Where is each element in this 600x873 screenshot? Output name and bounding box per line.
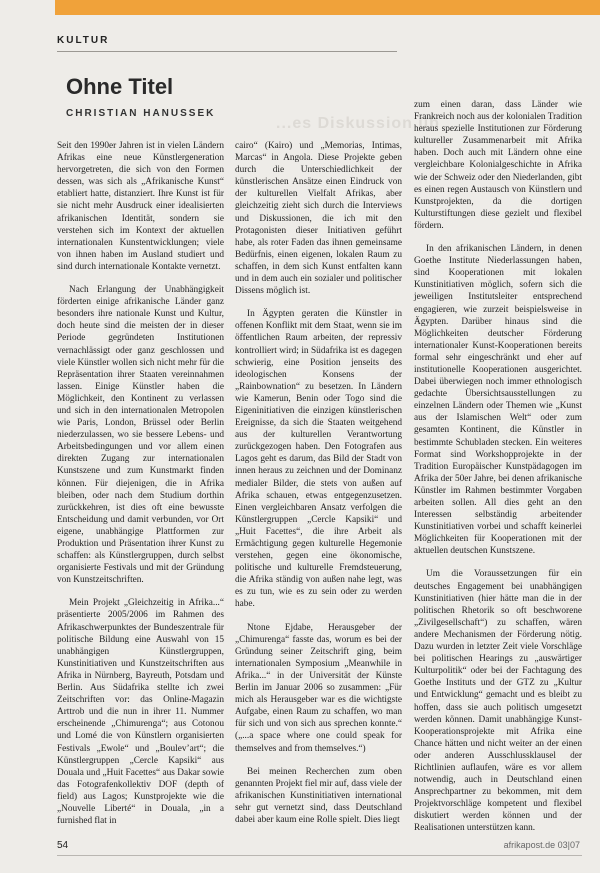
page-number: 54: [57, 840, 69, 851]
background-watermark: ...es Diskussion üb: [276, 115, 440, 132]
top-color-bar: [55, 0, 600, 15]
paragraph: Nach Erlangung der Unabhängigkeit förderten einige afrikanische Länder ganz besonders ihre nationale Kunst und Kultur, doch heute sind die meisten der in dieser Periode gegründeten Institutionen vernachlässigt oder ganz geschlossen und viele Künstler wollen sich nicht mehr für die Repräsentation ihrer Staaten vereinnahmen lassen. Einige Künstler haben die Möglichkeit, den Kontinent zu verlassen und sich in den internationalen Metropolen wie Paris, London, Brüssel oder Berlin niederzulassen, wo sie bessere Lebens- und Arbeitsbedingungen und vor allem einen direkten Zugang zur internationalen Kunstszene und zum Kunstmarkt finden können. Für diejenigen, die in Afrika bleiben, oder nach dem Studium dorthin zurückkehren, ist dies oft eine bewusste Entscheidung und damit verbunden, vor Ort eigene, unabhängige Plattformen zur Produktion und Präsentation ihrer Kunst zu schaffen: als Künstlergruppen, durch selbst organisierte Festivals und mit der Gründung von Kunstzeitschriften.: [57, 285, 224, 586]
paragraph: Bei meinen Recherchen zum oben genannten Projekt fiel mir auf, dass viele der afrikanischen Kunstinitiativen international sehr gut vernetzt sind, dass Deutschland dabei aber kaum eine Rolle spielt. Dies liegt: [235, 766, 402, 825]
section-label: KULTUR: [57, 35, 110, 46]
text-column-1: [57, 140, 224, 838]
text-column-3: [414, 99, 582, 846]
paragraph: zum einen daran, dass Länder wie Frankreich noch aus der kolonialen Tradition heraus spezielle Institutionen zur Förderung kultureller Zusammenarbeit mit Afrika haben. Doch auch mit Ländern ohne eine vergleichbare Kolonialgeschichte in Afrika wie der Schweiz oder den Niederlanden, gibt es einen regen Austausch von Künstlern und Kunstprojekten, da die dortigen Kulturstiftungen diese gezielt und flexibel fördern.: [414, 100, 582, 231]
footer-imprint: afrikapost.de 03|07: [503, 840, 580, 850]
paragraph: Um die Voraussetzungen für ein deutsches Engagement bei unabhängigen Kunstinitiativen (hier hätte man die in der politischen Rhetorik so oft beschworene „Zivilgesellschaft“) zu schaffen, wären andere Mechanismen der Förderung nötig. Dazu wurden in letzter Zeit viele Vorschläge bei politischen Hearings zu „auswärtiger Kulturpolitik“ oder bei der Fachtagung des Goethe Instituts und der GTZ zu „Kultur und Entwicklung“ gemacht und es bleibt zu hoffen, dass sie auch politisch umgesetzt werden können. Damit unabhängige Kunst-Kooperationsprojekte mit Afrika eine Chance hätten und nicht weiter an der einen oder anderen Ausschlussklausel der Richtlinien auflaufen, wäre es vor allem notwendig, auch in Deutschland einen Ansprechpartner zu bekommen, mit dem Projektvorschläge kompetent und flexibel diskutiert werden können und der Realisationen unterstützen kann.: [414, 569, 582, 834]
paragraph: Mein Projekt „Gleichzeitig in Afrika...“ präsentierte 2005/2006 im Rahmen des Afrikaschwerpunktes der Bundeszentrale für politische Bildung eine Auswahl von 15 unabhängigen Künstlergruppen, Kunstinitiativen und Kunstzeitschriften aus Afrika in Nürnberg, Bayreuth, Potsdam und Berlin. Aus Südafrika stellte ich zwei Zeitschriften vor: das Online-Magazin Arttrob und die nun in ihrer 11. Nummer erscheinende „Chimurenga“; aus Cotonou und Lomé die von Künstlern organisierten Festivals „Ewole“ und „Boulev’art“; die Künstlergruppen „Cercle Kapsiki“ aus Douala und „Huit Facettes“ aus Dakar sowie das Fotografenkollektiv DOF (depth of field) aus Lagos; Kunstprojekte wie die „Nouvelle Liberté“ in Douala, „in a furnished flat in: [57, 598, 224, 827]
text-column-2: [235, 140, 402, 837]
paragraph: In den afrikanischen Ländern, in denen Goethe Institute Niederlassungen haben, sind Kooperationen mit lokalen Kunstinitiativen möglich, sofern sich die jeweiligen Institutsleiter entsprechend engagieren, wie zurzeit beispielsweise in Ägypten. Darüber hinaus sind die Möglichkeiten deutscher Förderung internationaler Kunst-Kooperationen bereits formal sehr eingeschränkt und eher auf institutionelle Kooperationen ausgerichtet. Dabei überwiegen noch immer ethnologisch gedachte Übersichtsausstellungen zu einzelnen Ländern oder Themen wie „Kunst aus der Islamischen Welt“ oder zum gesamten Kontinent, die Künstler in bestimmte Schubladen stecken. Ein weiteres Format sind Workshopprojekte in der Tradition Europäischer Kunstpädagogen im Afrika der 50er Jahre, bei denen afrikanische Künstler im Rahmen bestimmter Vorgaben arbeiten sollen. All dies geht an den Interessen selbständig arbeitender Kunstinitiativen vorbei und schafft keinerlei Möglichkeiten für Kooperationen mit der aktuellen deutschen Kunstszene.: [414, 244, 582, 557]
paragraph: In Ägypten geraten die Künstler in offenen Konflikt mit dem Staat, wenn sie im öffentlichen Raum arbeiten, der repressiv kontrolliert wird; in Südafrika ist es dagegen schwierig, eine Position jenseits des ideologischen Konsens der „Rainbownation“ zu besetzen. In Ländern wie Kamerun, Benin oder Togo sind die Eigeninitiativen die einzigen künstlerischen Ereignisse, da sich die Staaten weitgehend aus der kulturellen Verantwortung zurückgezogen haben. Den Fotografen aus Lagos geht es darum, das Bild der Stadt von innen heraus zu zeichnen und der Dominanz medialer Bilder, die stets von außen auf Afrika schauen, etwas entgegenzusetzen. Einen vergleichbaren Ansatz verfolgen die Künstlergruppen „Cercle Kapsiki“ und „Huit Facettes“, die ihre Arbeit als Ermächtigung gegen kulturelle Hegemonie verstehen, gegen eine ökonomische, politische und kulturelle Fremdsteuerung, die Afrika ständig von außen nahe legt, was es zu tun, wie es zu sein oder zu werden habe.: [235, 309, 402, 610]
section-divider: [57, 51, 397, 52]
paragraph: cairo“ (Kairo) und „Memorias, Intimas, Marcas“ in Angola. Diese Projekte geben durch die Unterschiedlichkeit der künstlerischen Ansätze einen Eindruck von der kulturellen Vielfalt Afrikas, aber gleichzeitig zieht sich durch die Interviews und Diskussionen, die ich mit den Protagonisten dieser Initiativen geführt habe, als roter Faden das ihnen gemeinsame Bedürfnis, einen eigenen, lokalen Raum zu schaffen, in dem sich Kunst entfalten kann und in dem auch ein sozialer und politischer Dissens möglich ist.: [235, 141, 402, 297]
paragraph: Seit den 1990er Jahren ist in vielen Ländern Afrikas eine neue Künstlergeneration hervorgetreten, die sich von den Formen dessen, was sich als „Afrikanische Kunst“ etabliert hatte, distanziert. Ihre Kunst ist für sie nicht mehr Ausdruck einer idealisierten afrikanischen Identität, sondern sie verstehen sich im Kontext der aktuellen internationalen Kunstentwicklungen; viele von ihnen haben im Ausland studiert und sind durch internationale Kontakte vernetzt.: [57, 141, 224, 272]
article-title: Ohne Titel: [66, 74, 174, 99]
article-author: CHRISTIAN HANUSSEK: [66, 108, 216, 119]
footer-divider: [57, 855, 582, 856]
paragraph: Ntone Ejdabe, Herausgeber der „Chimurenga“ fasste das, worum es bei der Gründung seiner Zeitschrift ging, beim internationalen Symposium „Meanwhile in Afrika...“ in der Universität der Künste Berlin im Januar 2006 so zusammen: „Für mich als Herausgeber war es die wichtigste Aufgabe, einen Raum zu schaffen, wo man für sich und von sich aus sprechen konnte.“ („...a space where one could speak for themselves and from themselves.“): [235, 622, 402, 754]
